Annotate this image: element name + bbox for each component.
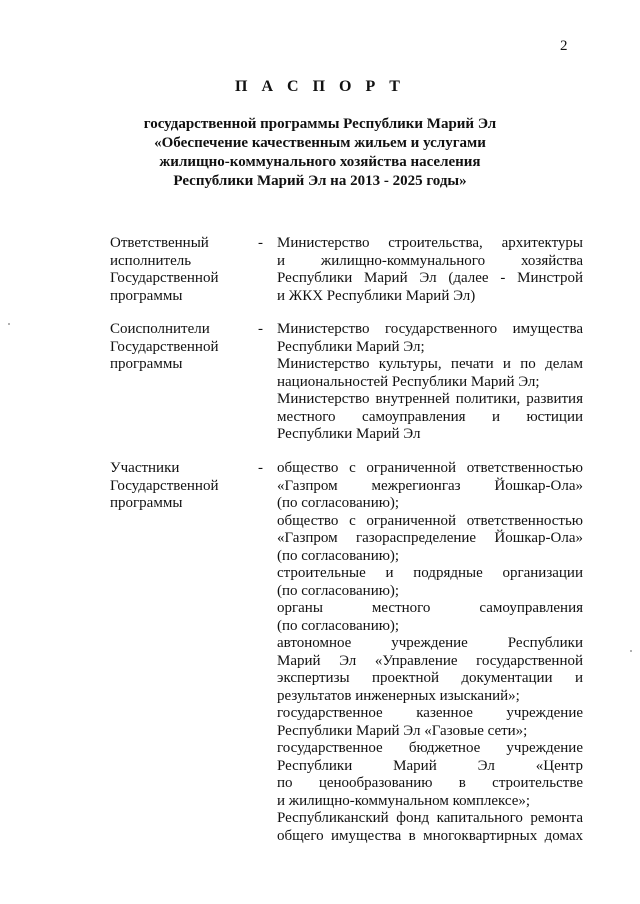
subtitle-line: государственной программы Республики Марий Эл [143, 116, 497, 132]
label-line: программы [110, 287, 183, 304]
value-line: Республики Марий Эл «Центр [277, 757, 583, 774]
section-label [110, 460, 250, 513]
value-line: Марий Эл «Управление государственной [277, 652, 583, 669]
value-line: «Газпром газораспределение Йошкар-Ола» [277, 530, 583, 546]
value-line: национальностей Республики Марий Эл; [277, 373, 540, 390]
value-line: экспертизы проектной документации и [277, 670, 583, 686]
value-line: «Газпром межрегионгаз Йошкар-Ола» [277, 477, 583, 494]
scan-speck [630, 650, 632, 652]
value-line: Министерство культуры, печати и по делам [277, 356, 583, 372]
page-number: 2 [560, 38, 568, 54]
value-line: Республики Марий Эл «Газовые сети»; [277, 722, 528, 739]
scan-speck [8, 323, 10, 325]
label-line: Государственной [110, 338, 219, 355]
label-line: Соисполнители [110, 321, 210, 337]
section-dash: - [258, 460, 263, 476]
section-value [277, 460, 583, 845]
label-line: программы [110, 356, 183, 372]
value-line: государственное бюджетное учреждение [277, 740, 583, 756]
value-line: и жилищно-коммунального хозяйства [277, 252, 583, 269]
value-line: Республики Марий Эл; [277, 338, 425, 355]
subtitle-line: Республики Марий Эл на 2013 - 2025 годы» [173, 173, 467, 189]
label-line: Государственной [110, 477, 219, 494]
label-line: исполнитель [110, 252, 192, 269]
value-line: общество с ограниченной ответственностью [277, 460, 583, 476]
value-line: общество с ограниченной ответственностью [277, 512, 583, 529]
subtitle-line: жилищно-коммунального хозяйства населения [159, 154, 481, 170]
value-line: результатов инженерных изысканий»; [277, 687, 520, 704]
label-line: Участники [110, 460, 180, 476]
value-line: Республики Марий Эл (далее - Минстрой [277, 270, 583, 286]
value-line: строительные и подрядные организации [277, 565, 583, 581]
value-line: Министерство строительства, архитектуры [277, 235, 583, 251]
section-value [277, 235, 583, 305]
label-line: Государственной [110, 270, 219, 286]
value-line: и ЖКХ Республики Марий Эл) [277, 287, 476, 304]
value-line: (по согласованию); [277, 495, 400, 511]
value-line: автономное учреждение Республики [277, 635, 583, 651]
section-label [110, 235, 250, 305]
label-line: Ответственный [110, 235, 209, 251]
section-dash: - [258, 235, 263, 251]
value-line: (по согласованию); [277, 582, 400, 599]
value-line: государственное казенное учреждение [277, 705, 583, 721]
value-line: (по согласованию); [277, 547, 400, 564]
value-line: (по согласованию); [277, 617, 400, 634]
document-subtitle [0, 115, 640, 191]
document-title: П А С П О Р Т [235, 78, 405, 95]
value-line: Министерство внутренней политики, развития [277, 391, 583, 407]
section-dash: - [258, 321, 263, 337]
value-line: и жилищно-коммунальном комплексе»; [277, 792, 531, 809]
value-line: органы местного самоуправления [277, 600, 583, 616]
value-line: по ценообразованию в строительстве [277, 775, 583, 791]
value-line: общего имущества в многоквартирных домах [277, 827, 583, 844]
value-line: Министерство государственного имущества [277, 321, 583, 337]
value-line: Республики Марий Эл [277, 426, 421, 442]
subtitle-line: «Обеспечение качественным жильем и услугами [154, 135, 486, 151]
label-line: программы [110, 495, 183, 511]
value-line: местного самоуправления и юстиции [277, 408, 583, 425]
section-label [110, 321, 250, 374]
value-line: Республиканский фонд капитального ремонта [277, 810, 583, 826]
section-value [277, 321, 583, 444]
